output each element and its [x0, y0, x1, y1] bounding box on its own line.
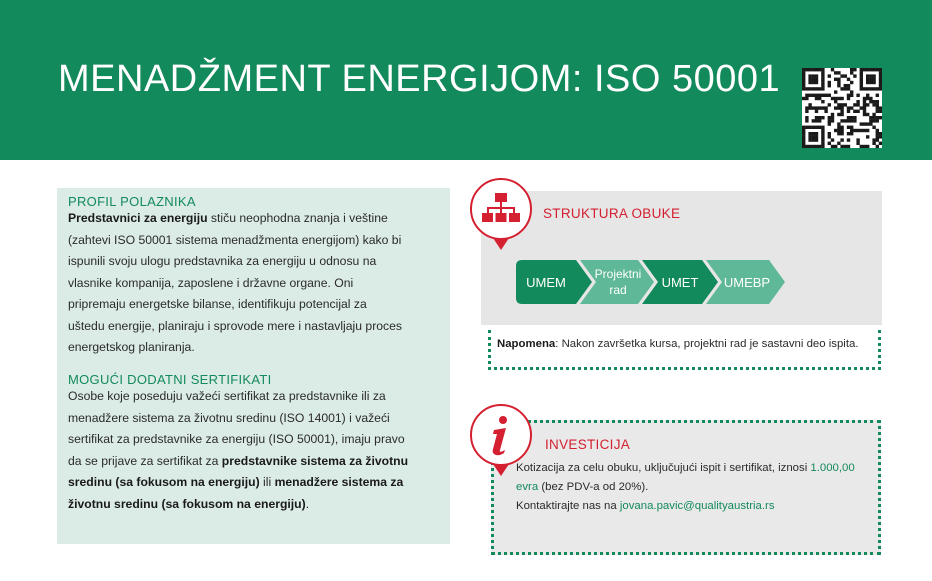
contact-email-link[interactable]: jovana.pavic@qualityaustria.rs — [619, 500, 775, 512]
structure-heading: STRUKTURA OBUKE — [543, 206, 681, 221]
step-projektni-rad[interactable]: Projektni rad — [594, 267, 642, 297]
profile-heading: PROFIL POLAZNIKA — [68, 194, 196, 209]
certs-heading: MOGUĆI DODATNI SERTIFIKATI — [68, 372, 272, 387]
step-umem[interactable]: UMEM — [526, 274, 566, 290]
investment-heading: INVESTICIJA — [545, 437, 631, 452]
badge-pointer — [493, 238, 509, 250]
badge-pointer — [493, 464, 509, 476]
profile-bold-lead: Predstavnici za energiju — [68, 211, 208, 225]
investment-text: Kotizacija za celu obuku, uključujući ispit i sertifikat, iznosi 1.000,00 evra (bez PDV-a od 20%). Kontaktirajte nas na jovana.pavic@qualityaustria.rs — [516, 462, 855, 512]
certs-text: Osobe koje poseduju važeći sertifikat za predstavnike ili za menadžere sistema za životnu sredinu (ISO 14001) i važeći sertifikat za predstavnike za energiju (ISO 50001), imaju pravo da se prijave za sertifikat za predstavnike sistema za životnu sredinu (sa fokusom na energiju) ili menadžere sistema za životnu sredinu (sa fokusom na energiju). — [68, 389, 409, 511]
note-box — [488, 330, 881, 370]
note-label: Napomena — [497, 338, 556, 350]
note-text: Napomena: Nakon završetka kursa, projektni rad je sastavni deo ispita. — [497, 338, 859, 350]
profile-text: Predstavnici za energiju stiču neophodna znanja i veštine (zahtevi ISO 50001 sistema menadžmenta energijom) kako bi ispunili svoju ulogu predstavnika za energiju u odnosu na vlasnike kompanija, zaposlene i državne organe. Oni pripremaju energetske bilanse, identifikuju potencijal za uštedu energije, planiraju i sprovode mere i nastavljaju proces energetskog planiranja. — [68, 211, 402, 354]
step-umebp[interactable]: UMEBP — [723, 274, 771, 290]
header-banner — [0, 0, 932, 160]
price-amount: 1.000,00 — [810, 462, 855, 474]
org-chart-icon — [470, 178, 532, 240]
info-icon — [470, 404, 532, 466]
qr-code-icon[interactable] — [802, 68, 882, 148]
page-title: MENADŽMENT ENERGIJOM: ISO 50001 — [58, 58, 781, 100]
price-currency: evra — [516, 481, 539, 493]
step-umet[interactable]: UMET — [661, 274, 699, 290]
